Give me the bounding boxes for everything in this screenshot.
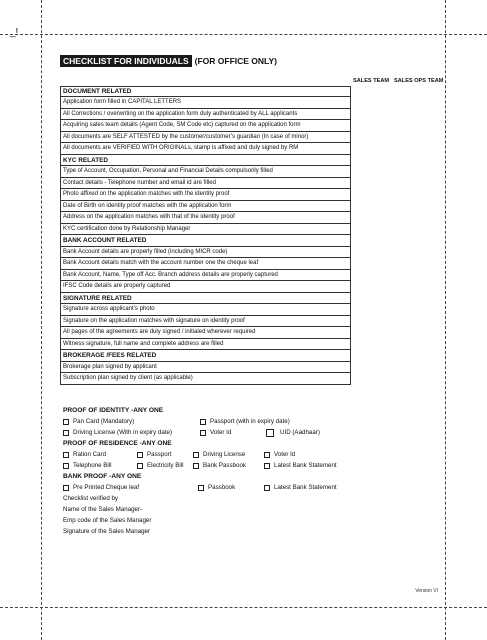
checkbox[interactable] — [264, 485, 270, 491]
checklist-row: Subscription plan signed by client (as applicable) — [61, 373, 351, 385]
checklist-row: All documents are VERIFIED WITH ORIGINALs, stamp is affixed and duly signed by RM — [61, 143, 351, 155]
checklist-row: Date of Birth on identity proof matches with the application form — [61, 201, 351, 213]
checklist-row: Bank Account details are properly filled (including MICR code) — [61, 247, 351, 259]
checkbox[interactable] — [193, 463, 199, 469]
version-label: Version VI — [415, 588, 438, 594]
checkbox[interactable] — [200, 430, 206, 436]
cut-line-left — [41, 0, 42, 640]
column-header-row — [60, 76, 444, 86]
section-heading-row: SIGNATURE RELATED — [61, 293, 351, 305]
page-subtitle: (FOR OFFICE ONLY) — [194, 56, 277, 66]
option-driving-license[interactable]: Driving License (With in expiry date) — [63, 427, 172, 438]
identity-heading-line — [60, 405, 360, 416]
residence-options-2 — [60, 460, 360, 471]
option-bank-statement[interactable]: Latest Bank Statement — [264, 482, 337, 493]
page-title: CHECKLIST FOR INDIVIDUALS — [60, 55, 192, 67]
checkbox[interactable] — [63, 452, 69, 458]
checklist-row: Acquiring sales team details (Agent Code, SM Code etc) captured on the application form — [61, 120, 351, 132]
checklist-rows — [60, 86, 351, 385]
option-driving-license-residence[interactable]: Driving License — [193, 449, 245, 460]
checklist-row: IFSC Code details are properly captured — [61, 281, 351, 293]
option-bank-passbook[interactable]: Bank Passbook — [193, 460, 246, 471]
residence-options-1 — [60, 449, 360, 460]
option-passport[interactable]: Passport (with in expiry date) — [200, 416, 290, 427]
checkbox[interactable] — [63, 485, 69, 491]
option-pan-card[interactable]: Pan Card (Mandatory) — [63, 416, 134, 427]
cut-line-right — [445, 0, 446, 640]
option-passport-residence[interactable]: Passport — [137, 449, 171, 460]
option-uid-aadhaar[interactable]: UID (Aadhaar) — [266, 427, 320, 438]
checklist-row: Type of Account, Occupation, Personal and Financial Details compulsorily filled — [61, 166, 351, 178]
column-sales-ops-team: SALES OPS TEAM — [394, 78, 444, 84]
bank-heading: BANK PROOF -ANY ONE — [63, 473, 142, 480]
section-heading-row: BANK ACCOUNT RELATED — [61, 235, 351, 247]
corner-mark: _! — [10, 27, 19, 38]
cut-line-top — [0, 34, 487, 35]
bank-heading-line — [60, 471, 360, 482]
checkbox[interactable] — [266, 429, 274, 437]
checklist-row: Signature on the application matches with signature on identity proof — [61, 316, 351, 328]
residence-heading-line — [60, 438, 360, 449]
checklist-row: Brokerage plan signed by applicant — [61, 362, 351, 374]
sales-manager-name: Name of the Sales Manager- — [63, 506, 143, 513]
checklist-row: KYC certification done by Relationship Manager — [61, 224, 351, 236]
checkbox[interactable] — [193, 452, 199, 458]
checkbox[interactable] — [137, 463, 143, 469]
proof-section — [60, 405, 360, 537]
sales-manager-emp-code: Emp code of the Sales Manager — [63, 517, 152, 524]
option-latest-bank-statement[interactable]: Latest Bank Statement — [264, 460, 337, 471]
section-heading-row: BROKERAGE /FEES RELATED — [61, 350, 351, 362]
checklist-verified-by: Checklist verified by — [63, 495, 119, 502]
section-heading-row: KYC RELATED — [61, 155, 351, 167]
checklist-row: All documents are SELF ATTESTED by the customer/customer’s guardian (In case of minor) — [61, 132, 351, 144]
checkbox[interactable] — [264, 452, 270, 458]
checklist-row: Application form filled in CAPITAL LETTERS — [61, 97, 351, 109]
checklist-row: Witness signature, full name and complete address are filled — [61, 339, 351, 351]
option-voter-id[interactable]: Voter Id — [200, 427, 231, 438]
checklist-table — [60, 76, 444, 385]
option-ration-card[interactable]: Ration Card — [63, 449, 106, 460]
cut-line-bottom — [0, 607, 487, 608]
option-cheque-leaf[interactable]: Pre Printed Cheque leaf — [63, 482, 139, 493]
checkbox[interactable] — [198, 485, 204, 491]
option-passbook[interactable]: Passbook — [198, 482, 235, 493]
column-sales-team: SALES TEAM — [353, 78, 390, 84]
identity-heading: PROOF OF IDENTITY -ANY ONE — [63, 407, 164, 414]
checkbox[interactable] — [63, 430, 69, 436]
checklist-row: Signature across applicant’s photo — [61, 304, 351, 316]
option-telephone-bill[interactable]: Telephone Bill — [63, 460, 112, 471]
sales-manager-signature: Signature of the Sales Manager — [63, 528, 151, 535]
checkbox[interactable] — [63, 463, 69, 469]
checklist-row: All pages of the agreements are duly signed / initialed wherever required — [61, 327, 351, 339]
checkbox[interactable] — [200, 419, 206, 425]
title-row — [60, 55, 277, 67]
checklist-row: Bank Account, Name, Type off Acc. Branch address details are properly captured — [61, 270, 351, 282]
residence-heading: PROOF OF RESIDENCE -ANY ONE — [63, 440, 172, 447]
checklist-row: Contact details - Telephone number and email id are filled — [61, 178, 351, 190]
checklist-row: Address on the application matches with that of the identity proof — [61, 212, 351, 224]
bank-options-1 — [60, 482, 360, 493]
checkbox[interactable] — [264, 463, 270, 469]
identity-options-2 — [60, 427, 360, 438]
checkbox[interactable] — [137, 452, 143, 458]
option-electricity-bill[interactable]: Electricity Bill — [137, 460, 183, 471]
checkbox[interactable] — [63, 419, 69, 425]
identity-options-1 — [60, 416, 360, 427]
option-voter-id-residence[interactable]: Voter Id — [264, 449, 295, 460]
section-heading-row: DOCUMENT RELATED — [61, 87, 351, 97]
checklist-row: Photo affixed on the application matches with the identity proof — [61, 189, 351, 201]
checklist-row: Bank Account details match with the account number one the cheque leaf — [61, 258, 351, 270]
checklist-row: All Corrections / overwriting on the application form duly authenticated by ALL applicants — [61, 109, 351, 121]
